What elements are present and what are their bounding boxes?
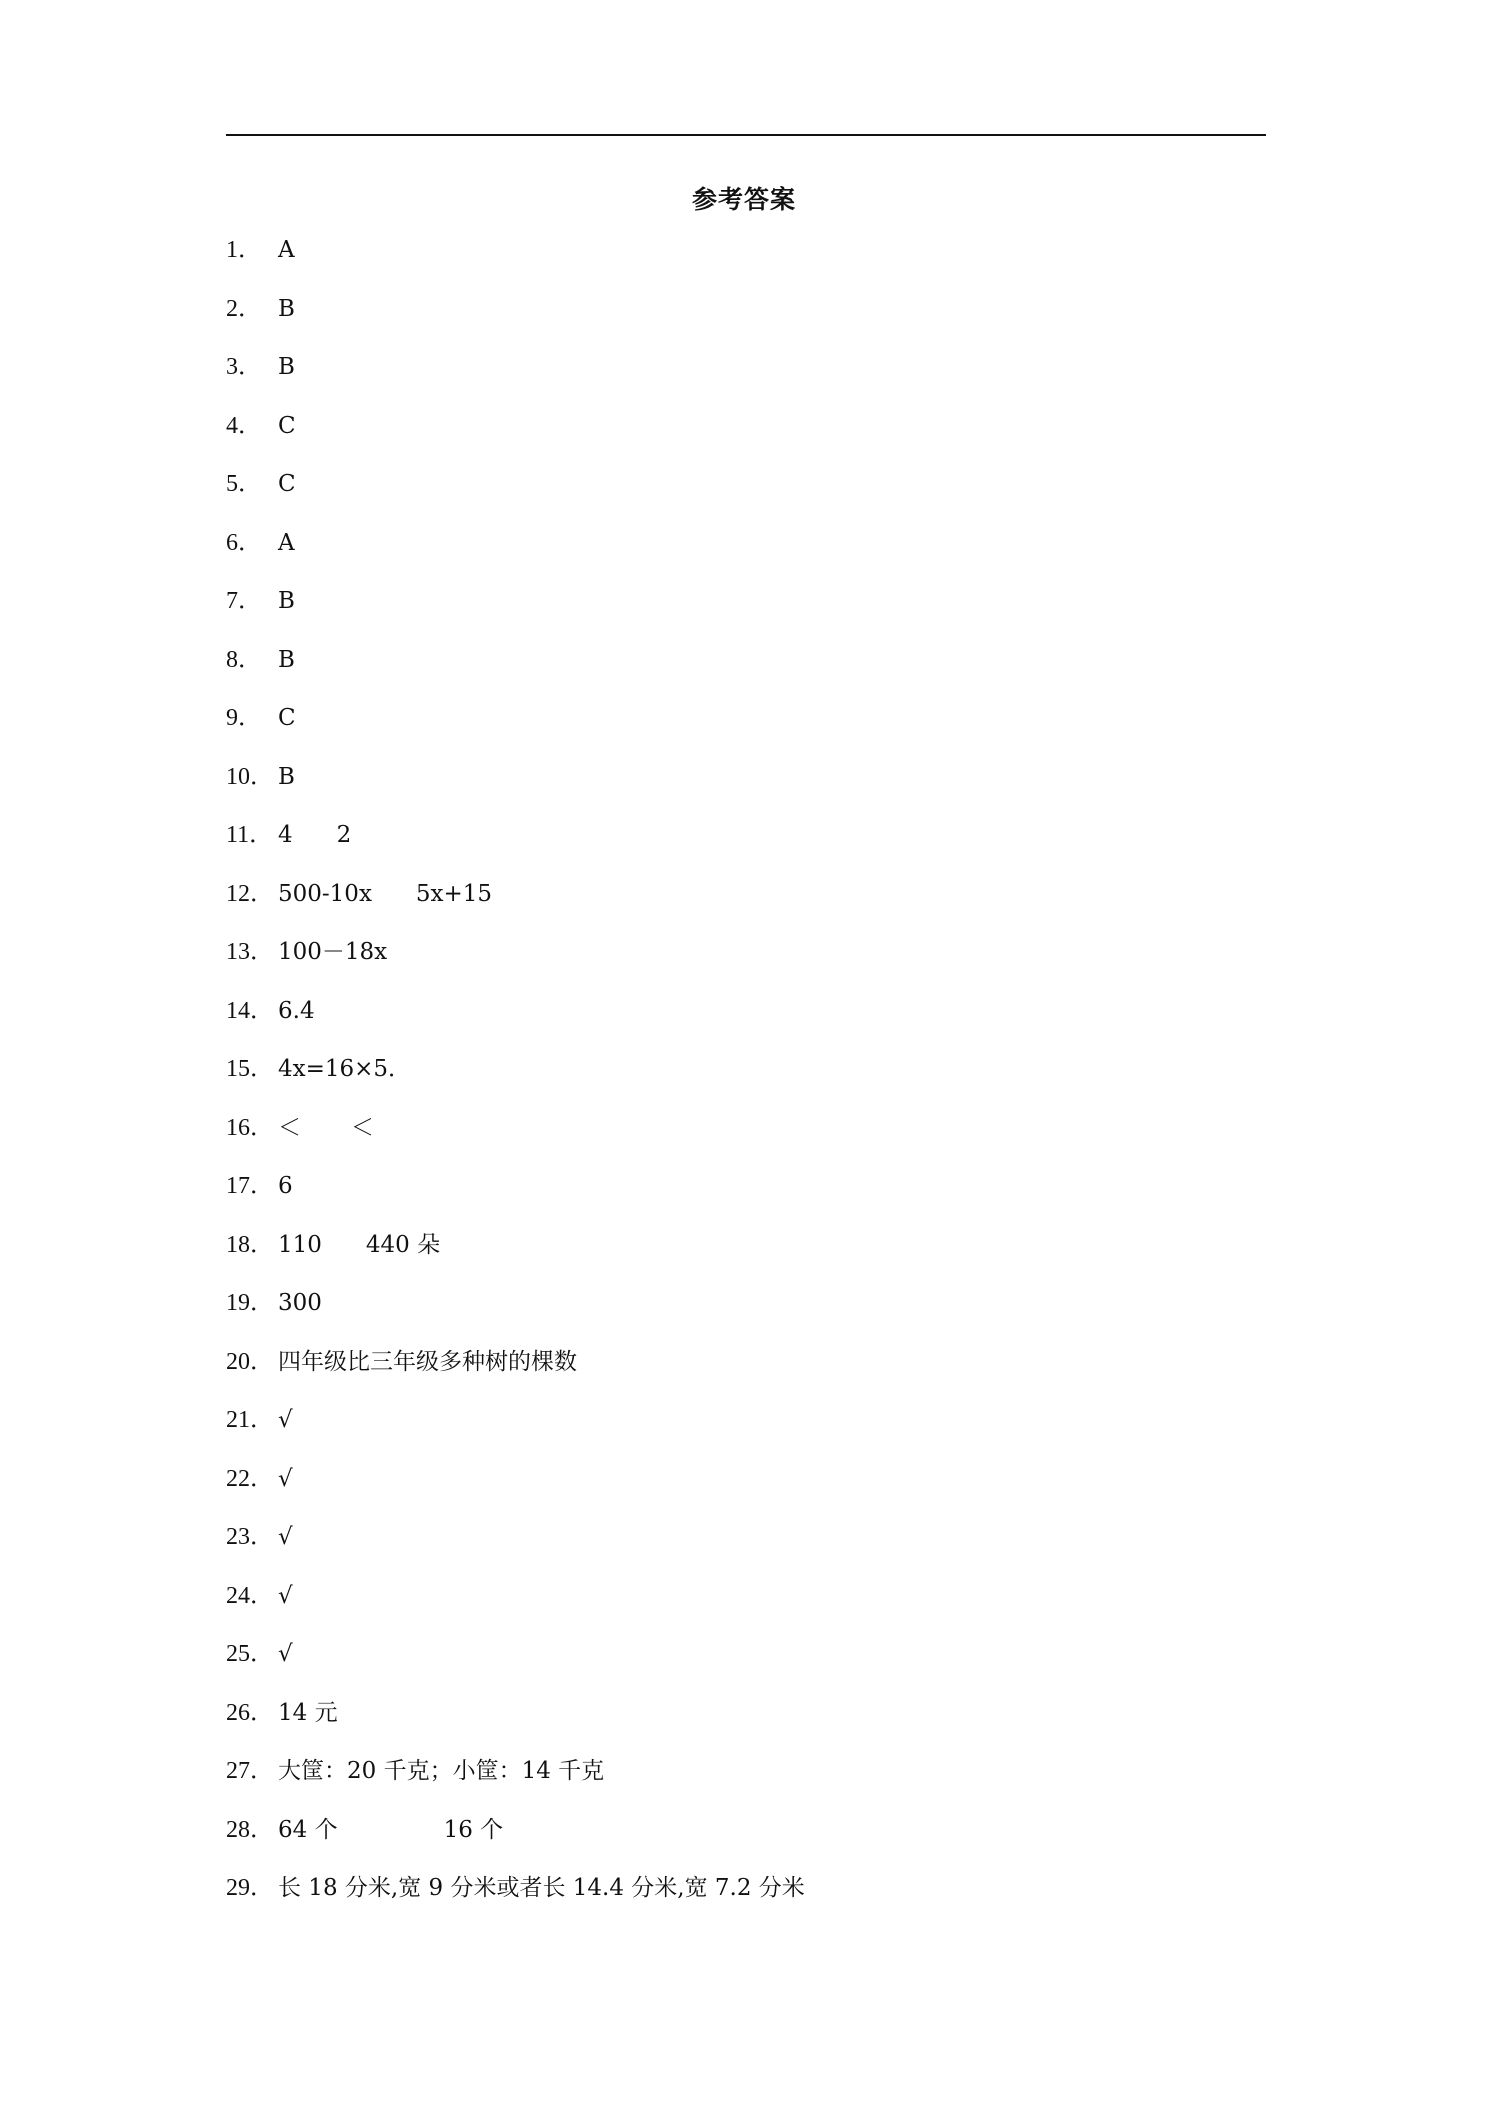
answer-value: 14 元 [278,1699,338,1726]
answer-item-20 [226,1344,1266,1403]
answer-value: C [278,705,296,731]
answer-value: 6 [278,1173,293,1199]
answer-item-11 [226,817,1266,876]
answer-value: 长 18 分米,宽 9 分米或者长 14.4 分米,宽 7.2 分米 [278,1875,805,1901]
answer-number: 21． [226,1407,274,1433]
answer-value: √ [278,1582,293,1609]
answer-item-15 [226,1051,1266,1110]
answer-value: A [278,529,295,556]
answer-value: √ [278,1465,293,1492]
answer-item-23 [226,1519,1266,1578]
answer-number: 6． [226,529,262,556]
answer-value: 500-10x [278,880,372,907]
answer-value: 100－18x [278,939,388,965]
answer-value: B [278,763,295,790]
answer-number: 24． [226,1582,274,1609]
answer-number: 20． [226,1348,274,1375]
answer-value-second: 440 朵 [365,1231,441,1258]
answer-number: 4． [226,412,262,439]
answer-item-27 [226,1753,1266,1812]
answer-item-28 [226,1812,1266,1871]
answer-value-second: 16 个 [443,1816,504,1843]
answer-value: 4 [278,822,293,848]
answer-number: 5． [226,471,262,497]
answer-value: √ [278,1524,293,1550]
answer-item-29 [226,1870,1266,1929]
answer-value: C [278,412,296,439]
answer-value: 大筐：20 千克；小筐：14 千克 [278,1758,605,1784]
page-title: 参考答案 [691,185,796,214]
answer-number: 9． [226,705,262,731]
answer-item-2 [226,291,1266,350]
answer-value-second: 5x+15 [415,880,493,907]
answer-item-10 [226,759,1266,818]
answer-number: 22． [226,1465,274,1492]
answer-item-16 [226,1110,1266,1169]
answer-number: 13． [226,939,274,965]
answer-item-25 [226,1636,1266,1695]
answer-value: B [278,295,295,322]
answer-item-26 [226,1695,1266,1754]
answer-number: 2． [226,295,262,322]
answer-item-6 [226,525,1266,584]
answer-value: 110 [278,1231,322,1258]
answer-number: 16． [226,1114,274,1141]
answer-value: 4x=16×5． [278,1056,412,1082]
answer-number: 1． [226,237,262,263]
answer-number: 27． [226,1758,274,1784]
answer-value: ＜ [278,1114,301,1141]
answer-value: 64 个 [278,1816,338,1843]
answer-number: 15． [226,1056,274,1082]
answer-number: 28． [226,1816,274,1843]
answer-item-21 [226,1402,1266,1461]
header-rule [226,134,1266,136]
answer-item-19 [226,1285,1266,1344]
answer-number: 8． [226,646,262,673]
answer-number: 25． [226,1641,274,1667]
answer-value: 300 [278,1290,322,1316]
answer-value: √ [278,1407,293,1433]
answer-item-7 [226,583,1266,642]
answer-item-13 [226,934,1266,993]
answer-number: 17． [226,1173,274,1199]
answer-value: √ [278,1641,293,1667]
answer-item-18 [226,1227,1266,1286]
answer-value: B [278,646,295,673]
answer-item-12 [226,876,1266,935]
answer-item-1 [226,232,1266,291]
answer-value-second: ＜ [351,1114,374,1141]
answer-value: C [278,471,296,497]
answer-number: 3． [226,354,262,380]
answer-number: 14． [226,997,274,1024]
answer-number: 10． [226,763,274,790]
answer-value: B [278,354,295,380]
answer-item-9 [226,700,1266,759]
answer-number: 7． [226,588,262,614]
answer-value-second: 2 [336,822,352,848]
answer-number: 26． [226,1699,274,1726]
answer-list [226,232,1266,1929]
answer-value: B [278,588,295,614]
answer-number: 12． [226,880,274,907]
answer-item-24 [226,1578,1266,1637]
answer-item-17 [226,1168,1266,1227]
answer-item-3 [226,349,1266,408]
answer-number: 11． [226,822,274,848]
answer-value: A [278,237,295,263]
answer-value: 6.4 [278,997,315,1024]
answer-value: 四年级比三年级多种树的棵数 [278,1348,577,1375]
answer-number: 18． [226,1231,274,1258]
answer-number: 29． [226,1875,274,1901]
answer-item-14 [226,993,1266,1052]
answer-number: 19． [226,1290,274,1316]
answer-item-8 [226,642,1266,701]
answer-number: 23． [226,1524,274,1550]
answer-item-22 [226,1461,1266,1520]
answer-item-5 [226,466,1266,525]
answer-item-4 [226,408,1266,467]
